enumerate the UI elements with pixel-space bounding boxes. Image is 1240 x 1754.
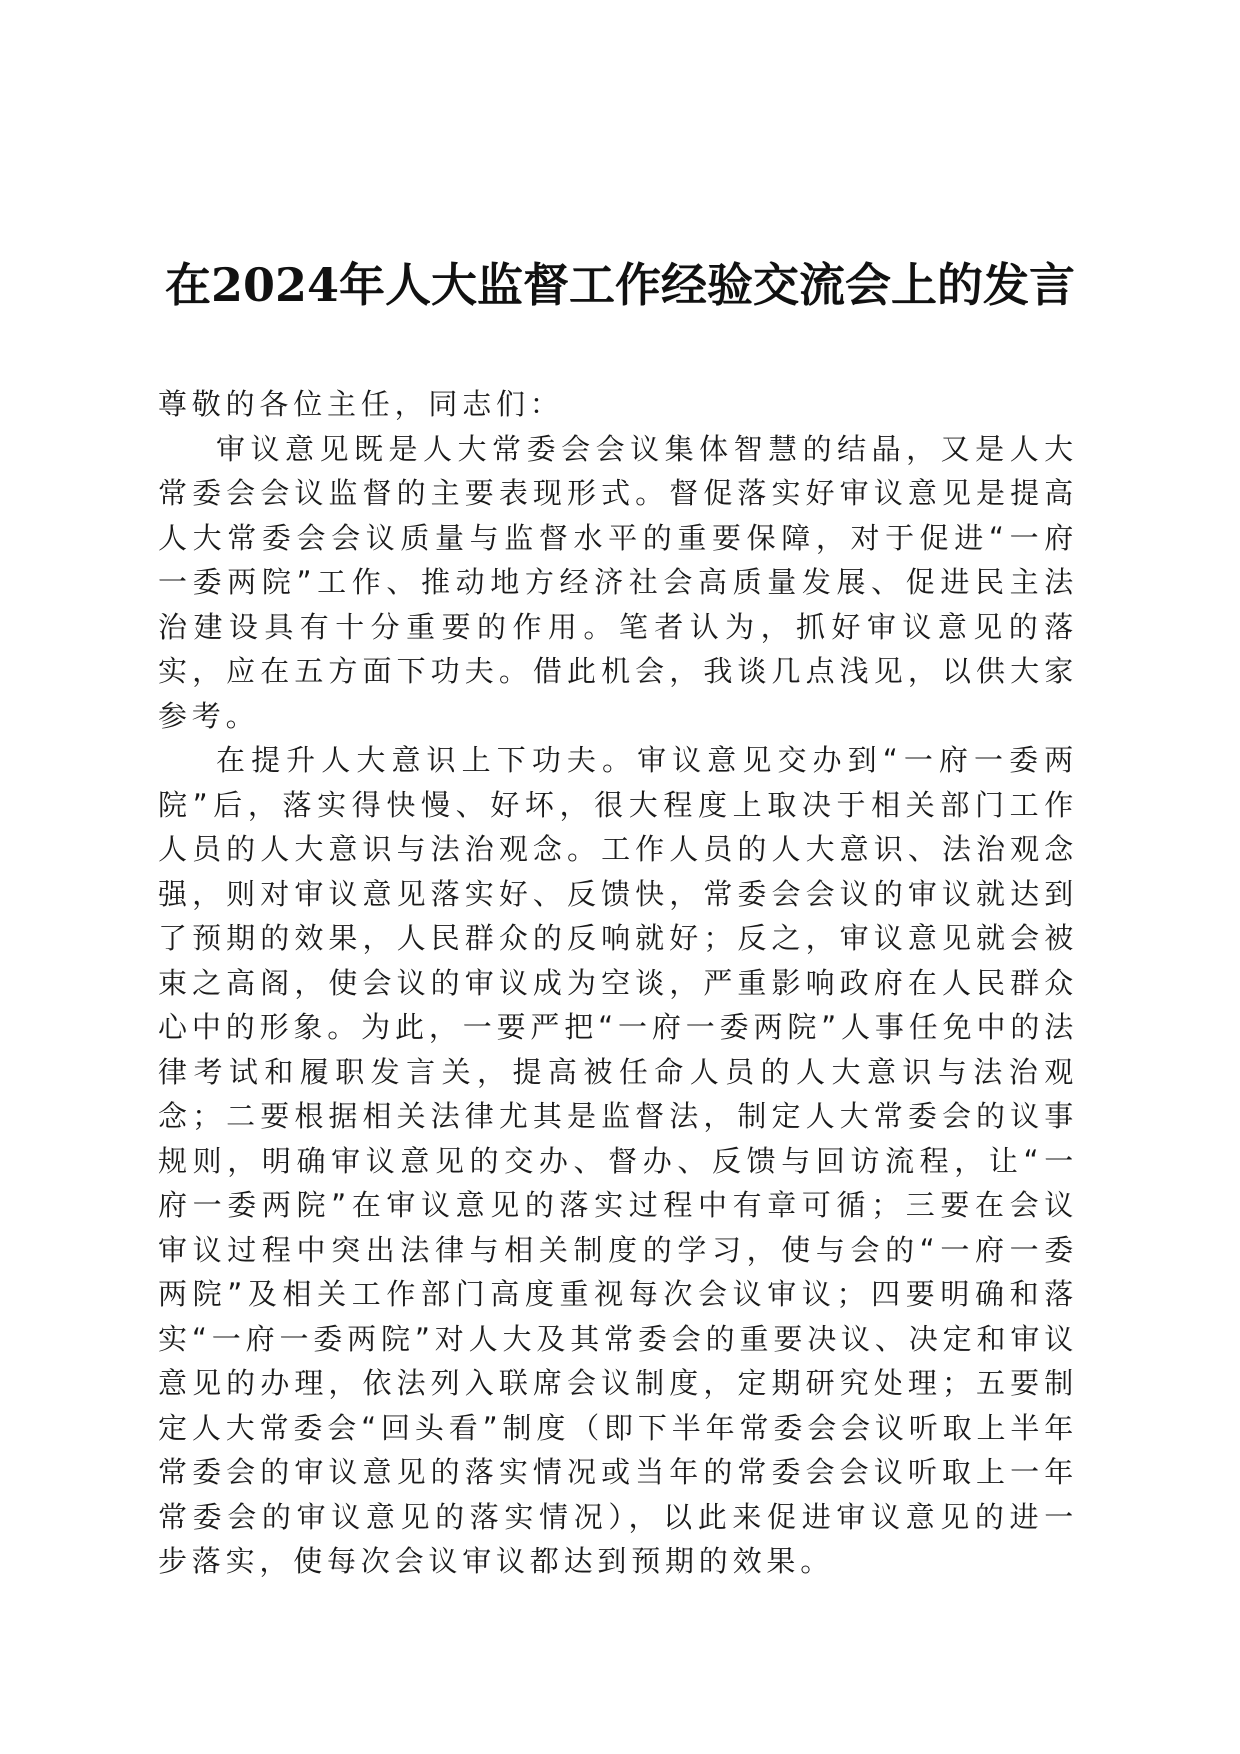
document-body [158,382,1078,1584]
document-title: 在2024年人大监督工作经验交流会上的发言 [164,258,1076,312]
salutation: 尊敬的各位主任，同志们： [158,387,564,421]
paragraph-intro: 审议意见既是人大常委会会议集体智慧的结晶，又是人大常委会会议监督的主要表现形式。督促落实好审议意见是提高人大常委会会议质量与监督水平的重要保障，对于促进“一府一委两院”工作、推动地方经济社会高质量发展、促进民主法治建设具有十分重要的作用。笔者认为，抓好审议意见的落实，应在五方面下功夫。借此机会，我谈几点浅见，以供大家参考。 [158,431,1078,733]
paragraph-awareness: 在提升人大意识上下功夫。审议意见交办到“一府一委两院”后，落实得快慢、好坏，很大程度上取决于相关部门工作人员的人大意识与法治观念。工作人员的人大意识、法治观念强，则对审议意见落实好、反馈快，常委会会议的审议就达到了预期的效果，人民群众的反响就好；反之，审议意见就会被束之高阁，使会议的审议成为空谈，严重影响政府在人民群众心中的形象。为此，一要严把“一府一委两院”人事任免中的法律考试和履职发言关，提高被任命人员的人大意识与法治观念；二要根据相关法律尤其是监督法，制定人大常委会的议事规则，明确审议意见的交办、督办、反馈与回访流程，让“一府一委两院”在审议意见的落实过程中有章可循；三要在会议审议过程中突出法律与相关制度的学习，使与会的“一府一委两院”及相关工作部门高度重视每次会议审议；四要明确和落实“一府一委两院”对人大及其常委会的重要决议、决定和审议意见的办理，依法列入联席会议制度，定期研究处理；五要制定人大常委会“回头看”制度（即下半年常委会会议听取上半年常委会的审议意见的落实情况或当年的常委会会议听取上一年常委会的审议意见的落实情况），以此来促进审议意见的进一步落实，使每次会议审议都达到预期的效果。 [158,743,1078,1578]
